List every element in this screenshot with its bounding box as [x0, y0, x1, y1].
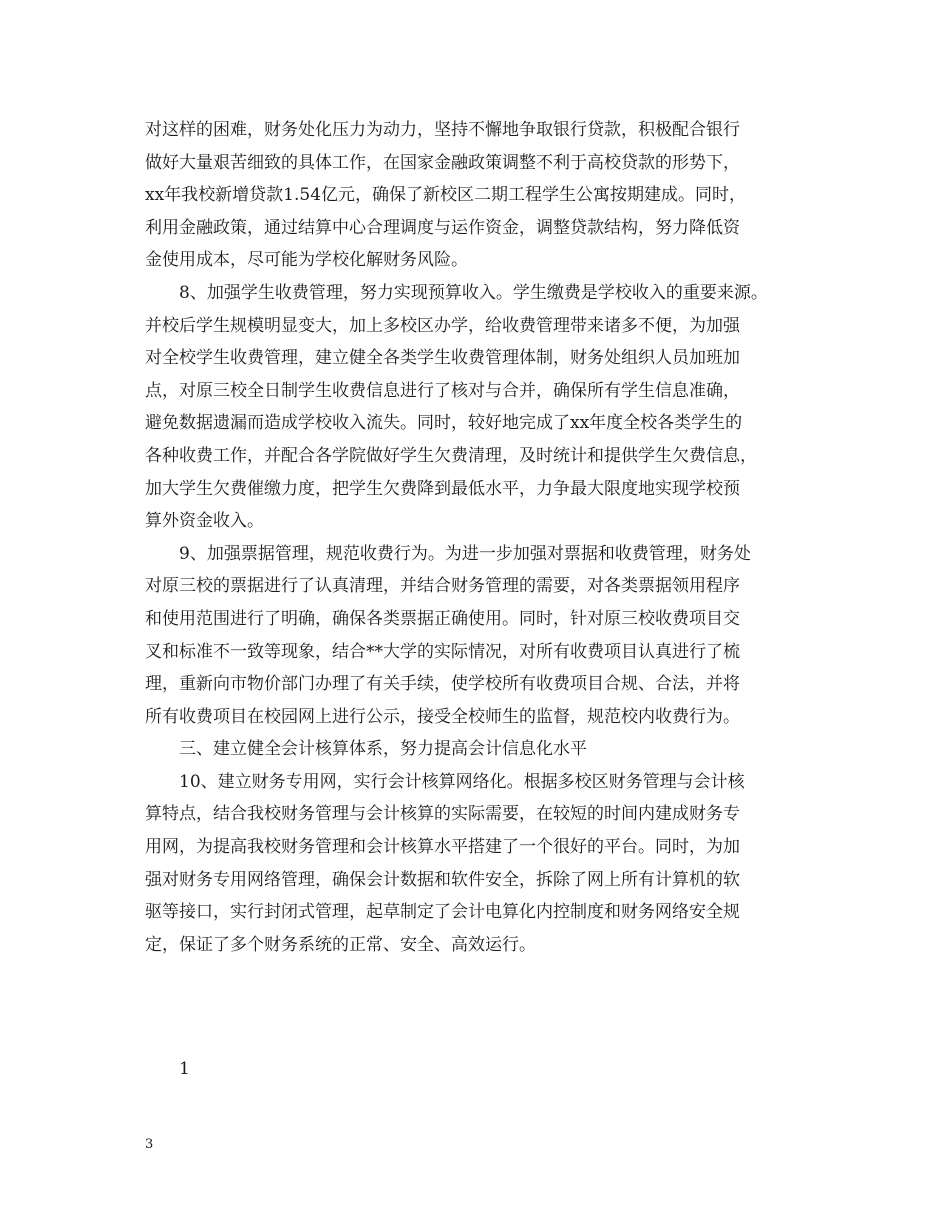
page-marker: 1 [179, 1059, 190, 1079]
text-line: 金使用成本，尽可能为学校化解财务风险。 [145, 250, 468, 271]
text-line: 强对财务专用网络管理，确保会计数据和软件安全，拆除了网上所有计算机的软 [145, 869, 740, 890]
text-line: 点，对原三校全日制学生收费信息进行了核对与合并，确保所有学生信息准确， [145, 380, 740, 401]
text-line: 三、建立健全会计核算体系，努力提高会计信息化水平 [179, 739, 587, 760]
text-line: 叉和标准不一致等现象，结合**大学的实际情况，对所有收费项目认真进行了梳 [145, 641, 740, 662]
text-line: 对原三校的票据进行了认真清理，并结合财务管理的需要，对各类票据领用程序 [145, 576, 740, 597]
paragraph-item-8 [145, 277, 825, 538]
text-line: 10、建立财务专用网，实行会计核算网络化。根据多校区财务管理与会计核 [179, 771, 745, 792]
text-line: xx年我校新增贷款1.54亿元，确保了新校区二期工程学生公寓按期建成。同时， [145, 185, 747, 206]
text-line: 驱等接口，实行封闭式管理，起草制定了会计电算化内控制度和财务网络安全规 [145, 902, 740, 923]
body-text [145, 114, 825, 961]
text-line: 所有收费项目在校园网上进行公示，接受全校师生的监督，规范校内收费行为。 [145, 706, 740, 727]
text-line: 9、加强票据管理，规范收费行为。为进一步加强对票据和收费管理，财务处 [179, 543, 751, 564]
text-line: 算外资金收入。 [145, 511, 264, 532]
text-line: 各种收费工作，并配合各学院做好学生欠费清理，及时统计和提供学生欠费信息， [145, 445, 757, 466]
text-line: 对这样的困难，财务处化压力为动力，坚持不懈地争取银行贷款，积极配合银行 [145, 120, 740, 140]
paragraph-item-10 [145, 766, 825, 962]
text-line: 定，保证了多个财务系统的正常、安全、高效运行。 [145, 934, 536, 955]
paragraph-item-9 [145, 538, 825, 734]
text-line: 8、加强学生收费管理，努力实现预算收入。学生缴费是学校收入的重要来源。 [179, 282, 768, 303]
text-line: 算特点，结合我校财务管理与会计核算的实际需要，在较短的时间内建成财务专 [145, 804, 740, 825]
section-heading-3 [145, 733, 825, 766]
text-line: 并校后学生规模明显变大，加上多校区办学，给收费管理带来诸多不便，为加强 [145, 315, 740, 336]
text-line: 和使用范围进行了明确，确保各类票据正确使用。同时，针对原三校收费项目交 [145, 608, 740, 629]
text-line: 做好大量艰苦细致的具体工作，在国家金融政策调整不利于高校贷款的形势下， [145, 152, 740, 173]
text-line: 加大学生欠费催缴力度，把学生欠费降到最低水平，力争最大限度地实现学校预 [145, 478, 740, 499]
text-line: 对全校学生收费管理，建立健全各类学生收费管理体制，财务处组织人员加班加 [145, 348, 740, 369]
text-line: 利用金融政策，通过结算中心合理调度与运作资金，调整贷款结构，努力降低资 [145, 217, 740, 238]
text-line: 用网，为提高我校财务管理和会计核算水平搭建了一个很好的平台。同时，为加 [145, 837, 740, 858]
text-line: 避免数据遗漏而造成学校收入流失。同时，较好地完成了xx年度全校各类学生的 [145, 413, 743, 434]
page-number: 3 [145, 1137, 154, 1152]
text-line: 理，重新向市物价部门办理了有关手续，使学校所有收费项目合规、合法，并将 [145, 674, 740, 695]
paragraph-loan-continuation [145, 114, 825, 277]
